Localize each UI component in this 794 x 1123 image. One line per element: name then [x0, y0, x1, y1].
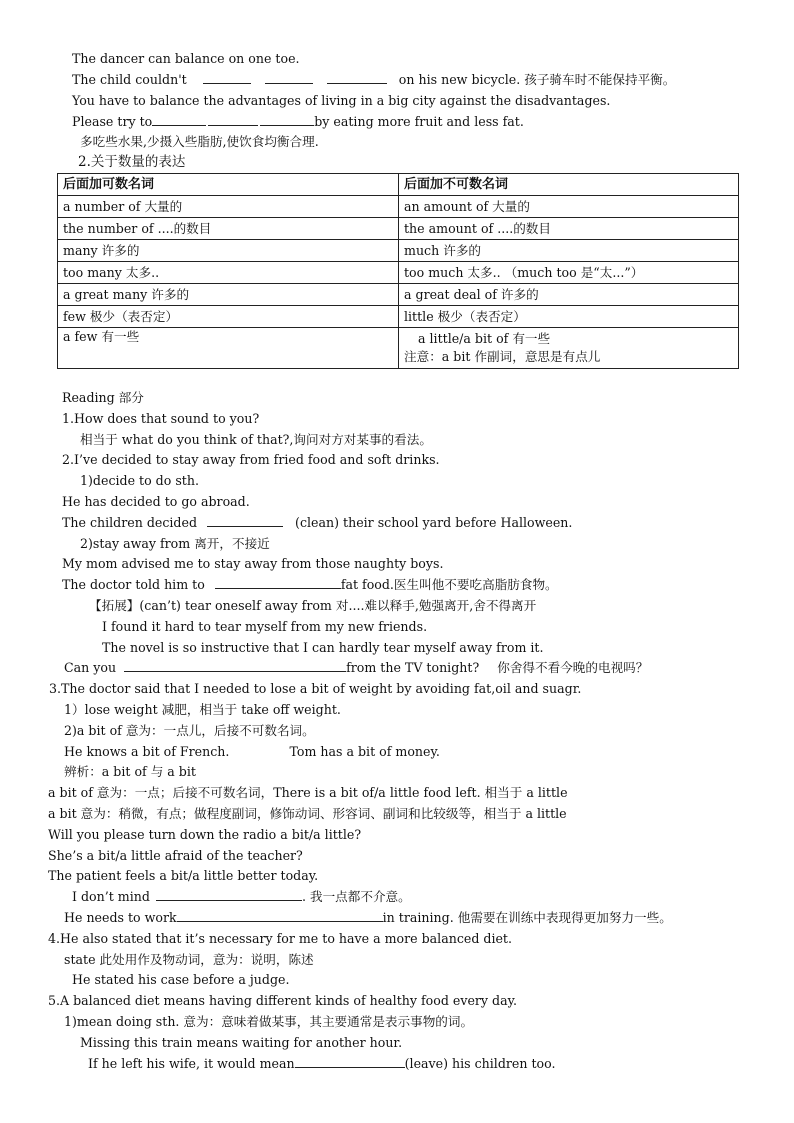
item-heading: 4.He also stated that it’s necessary for me to have a more balanced diet. [48, 931, 513, 946]
table-cell: much 许多的 [399, 240, 739, 262]
table-row [58, 240, 739, 262]
sentence-start: Please try to [72, 114, 153, 129]
translation-line: 多吃些水果,少摄入些脂肪,使饮食均衡合理. [80, 134, 319, 149]
table-cell: many 许多的 [58, 240, 399, 262]
exercise-sentence [64, 909, 672, 927]
sentence-start: Can you [64, 660, 117, 675]
example-sentence: The patient feels a bit/a little better today. [48, 868, 319, 883]
table-cell: few 极少（表否定） [58, 306, 399, 328]
item-heading: 2.I’ve decided to stay away from fried food and soft drinks. [62, 452, 440, 467]
answer-blank[interactable] [265, 71, 313, 84]
table-cell: a great many 许多的 [58, 284, 399, 306]
note-line: 相当于 what do you think of that?,询问对方对某事的看法。 [80, 432, 432, 447]
note-line: state 此处用作及物动词，意为：说明，陈述 [64, 952, 314, 967]
table-row [58, 328, 739, 369]
example-part: He knows a bit of French. [64, 744, 230, 759]
note-line: 1）lose weight 减肥，相当于 take off weight. [64, 702, 341, 717]
table-cell: the amount of ....的数目 [399, 218, 739, 240]
sentence-translation: 你舍得不看今晚的电视吗？ [497, 660, 649, 675]
sentence-end: by eating more fruit and less fat. [314, 114, 524, 129]
sentence-start: If he left his wife, it would mean [88, 1056, 295, 1071]
sentence-start: He needs to work [64, 910, 177, 925]
sentence-end: (clean) their school yard before Halloween. [295, 515, 573, 530]
example-sentence: I found it hard to tear myself from my new friends. [102, 619, 428, 634]
example-sentence: My mom advised me to stay away from those naughty boys. [62, 556, 444, 571]
example-sentence: The dancer can balance on one toe. [72, 51, 300, 66]
example-sentence [64, 743, 440, 761]
example-sentence: He stated his case before a judge. [72, 972, 290, 987]
sentence-middle: from the TV tonight? [346, 660, 480, 675]
exercise-sentence [62, 514, 572, 532]
answer-blank[interactable] [203, 71, 251, 84]
example-sentence: She’s a bit/a little afraid of the teacher? [48, 848, 303, 863]
note-line: 辨析：a bit of 与 a bit [64, 764, 196, 779]
answer-blank[interactable] [124, 659, 346, 672]
example-sentence: Missing this train means waiting for another hour. [80, 1035, 403, 1050]
table-cell: too much 太多.. （much too 是“太...”） [399, 262, 739, 284]
note-line: 1)mean doing sth. 意为：意味着做某事，其主要通常是表示事物的词。 [64, 1014, 474, 1029]
exercise-sentence [64, 659, 648, 677]
answer-blank[interactable] [177, 909, 383, 922]
extension-note: 【拓展】(can’t) tear oneself away from 对....难以释手,勉强离开,舍不得离开 [89, 598, 537, 613]
sentence-end: in training. 他需要在训练中表现得更加努力一些。 [382, 910, 672, 925]
table-row [58, 262, 739, 284]
sentence-end: fat food.医生叫他不要吃高脂肪食物。 [340, 577, 558, 592]
note-line: 2)a bit of 意为：一点儿，后接不可数名词。 [64, 723, 315, 738]
table-header-cell: 后面加不可数名词 [399, 174, 739, 196]
table-header-row [58, 174, 739, 196]
example-sentence: The novel is so instructive that I can hardly tear myself away from it. [102, 640, 544, 655]
example-sentence: You have to balance the advantages of living in a big city against the disadvantages. [72, 93, 611, 108]
example-sentence [72, 71, 675, 89]
sentence-start: I don’t mind [72, 889, 150, 904]
exercise-sentence [88, 1055, 556, 1073]
sentence-end: . 我一点都不介意。 [301, 889, 411, 904]
table-header-cell: 后面加可数名词 [58, 174, 399, 196]
example-sentence: Will you please turn down the radio a bit/a little? [48, 827, 362, 842]
sentence-end: (leave) his children too. [404, 1056, 556, 1071]
answer-blank[interactable] [207, 514, 283, 527]
table-cell: the number of ....的数目 [58, 218, 399, 240]
table-cell: an amount of 大量的 [399, 196, 739, 218]
table-cell-note: 注意：a bit 作副词，意思是有点儿 [404, 349, 601, 364]
table-cell: little 极少（表否定） [399, 306, 739, 328]
table-cell: a number of 大量的 [58, 196, 399, 218]
answer-blank[interactable] [156, 888, 302, 901]
exercise-sentence [62, 576, 558, 594]
sentence-end: on his new bicycle. 孩子骑车时不能保持平衡。 [398, 72, 676, 87]
note-line: 1)decide to do sth. [80, 473, 199, 488]
answer-blank[interactable] [152, 113, 206, 126]
answer-blank[interactable] [327, 71, 387, 84]
item-heading: 5.A balanced diet means having different kinds of healthy food every day. [48, 993, 518, 1008]
note-line: a bit 意为：稍微，有点；做程度副词，修饰动词、形容词、副词和比较级等，相当于 a little [48, 806, 567, 821]
answer-blank[interactable] [260, 113, 314, 126]
answer-blank[interactable] [208, 113, 258, 126]
table-cell: a few 有一些 [58, 328, 399, 369]
table-row [58, 196, 739, 218]
table-cell [399, 328, 739, 369]
answer-blank[interactable] [215, 576, 341, 589]
example-sentence [72, 113, 524, 131]
quantity-expression-table [57, 173, 739, 369]
table-cell: too many 太多.. [58, 262, 399, 284]
sentence-start: The child couldn't [72, 72, 187, 87]
note-line: 2)stay away from 离开，不接近 [80, 536, 270, 551]
section-heading: Reading 部分 [62, 390, 144, 405]
answer-blank[interactable] [295, 1055, 405, 1068]
sentence-start: The children decided [62, 515, 198, 530]
table-row [58, 306, 739, 328]
exercise-sentence [72, 888, 411, 906]
note-line: a bit of 意为：一点；后接不可数名词，There is a bit of/a little food left. 相当于 a little [48, 785, 568, 800]
item-heading: 1.How does that sound to you? [62, 411, 260, 426]
table-row [58, 284, 739, 306]
sentence-start: The doctor told him to [62, 577, 205, 592]
example-part: Tom has a bit of money. [289, 744, 440, 759]
item-heading: 3.The doctor said that I needed to lose a bit of weight by avoiding fat,oil and suagr. [49, 681, 582, 696]
example-sentence: He has decided to go abroad. [62, 494, 250, 509]
table-row [58, 218, 739, 240]
table-cell: a great deal of 许多的 [399, 284, 739, 306]
table-cell-line: a little/a bit of 有一些 [418, 331, 551, 346]
section-heading: 2.关于数量的表达 [78, 154, 186, 170]
